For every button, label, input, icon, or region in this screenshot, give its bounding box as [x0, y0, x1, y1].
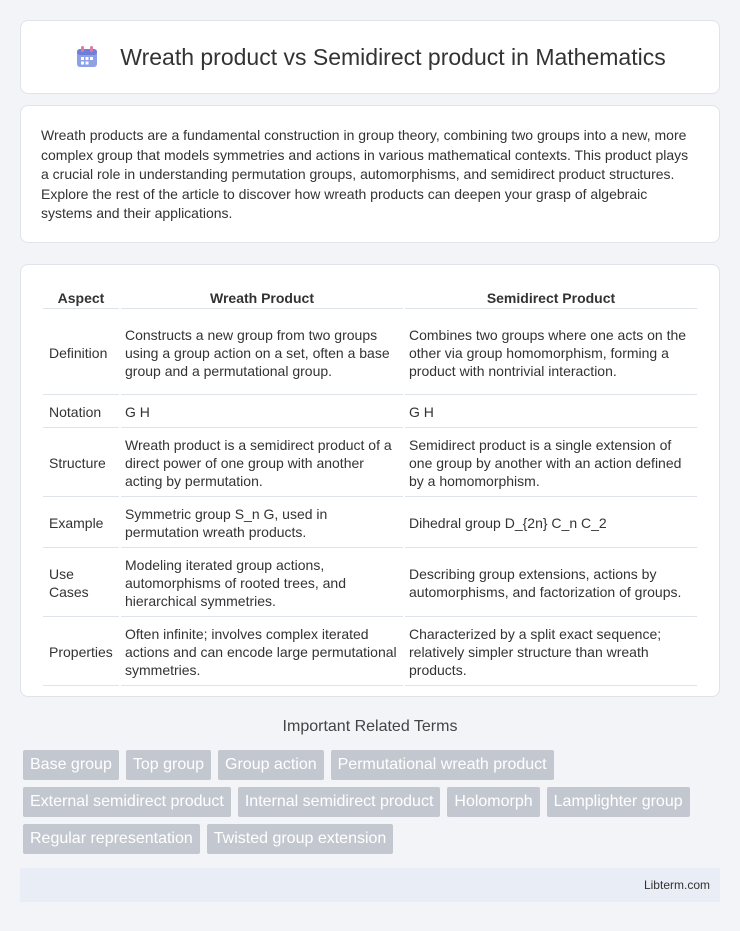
related-term-tag[interactable]: External semidirect product: [23, 787, 231, 817]
related-term-tag[interactable]: Holomorph: [447, 787, 539, 817]
table-row: [43, 619, 697, 686]
related-term-tag[interactable]: Lamplighter group: [547, 787, 690, 817]
related-terms-list: [20, 750, 720, 854]
cell-aspect: Example: [43, 499, 119, 548]
header: [20, 20, 720, 94]
cell-aspect: Properties: [43, 619, 119, 686]
table-row: [43, 397, 697, 428]
related-term-tag[interactable]: Internal semidirect product: [238, 787, 441, 817]
cell-semidirect: Semidirect product is a single extension of one group by another with an action defined by a homomorphism.: [405, 430, 697, 497]
cell-wreath: Symmetric group S_n G, used in permutation wreath products.: [121, 499, 403, 548]
intro-card: [20, 105, 720, 243]
related-terms-title: Important Related Terms: [282, 718, 458, 735]
table-header-row: [43, 286, 697, 309]
cell-aspect: Notation: [43, 397, 119, 428]
cell-semidirect: Dihedral group D_{2n} C_n C_2: [405, 499, 697, 548]
related-term-tag[interactable]: Top group: [126, 750, 211, 780]
cell-wreath: Wreath product is a semidirect product of a direct power of one group with another acting by permutation.: [121, 430, 403, 497]
cell-semidirect: Combines two groups where one acts on the other via group homomorphism, forming a product with nontrivial interaction.: [405, 311, 697, 395]
cell-wreath: G H: [121, 397, 403, 428]
cell-wreath: Modeling iterated group actions, automorphisms of rooted trees, and hierarchical symmetries.: [121, 550, 403, 617]
related-term-tag[interactable]: Base group: [23, 750, 119, 780]
header-semidirect: Semidirect Product: [405, 286, 697, 309]
table-row: [43, 550, 697, 617]
header-wreath: Wreath Product: [121, 286, 403, 309]
footer: [20, 868, 720, 902]
related-term-tag[interactable]: Group action: [218, 750, 324, 780]
cell-semidirect: Characterized by a split exact sequence; relatively simpler structure than wreath products.: [405, 619, 697, 686]
related-term-tag[interactable]: Regular representation: [23, 824, 200, 854]
header-aspect: Aspect: [43, 286, 119, 309]
intro-text: Wreath products are a fundamental construction in group theory, combining two groups into a new, more complex group that models symmetries and actions in various mathematical contexts. This product plays a crucial role in understanding permutation groups, automorphisms, and semidirect product structures. Explore the rest of the article to discover how wreath products can deepen your grasp of algebraic systems and their applications.: [41, 127, 689, 221]
cell-aspect: Structure: [43, 430, 119, 497]
cell-semidirect: G H: [405, 397, 697, 428]
table-row: [43, 311, 697, 395]
related-term-tag[interactable]: Twisted group extension: [207, 824, 394, 854]
footer-site-link[interactable]: Libterm.com: [643, 878, 710, 892]
cell-semidirect: Describing group extensions, actions by automorphisms, and factorization of groups.: [405, 550, 697, 617]
cell-wreath: Often infinite; involves complex iterated actions and can encode large permutational symmetries.: [121, 619, 403, 686]
cell-wreath: Constructs a new group from two groups using a group action on a set, often a base group and a permutational group.: [121, 311, 403, 395]
related-term-tag[interactable]: Permutational wreath product: [331, 750, 554, 780]
cell-aspect: Definition: [43, 311, 119, 395]
table-row: [43, 499, 697, 548]
comparison-table: [41, 284, 699, 688]
table-row: [43, 430, 697, 497]
comparison-card: [20, 264, 720, 697]
page-title: Wreath product vs Semidirect product in Mathematics: [120, 43, 666, 70]
calendar-icon: [74, 44, 100, 70]
cell-aspect: Use Cases: [43, 550, 119, 617]
